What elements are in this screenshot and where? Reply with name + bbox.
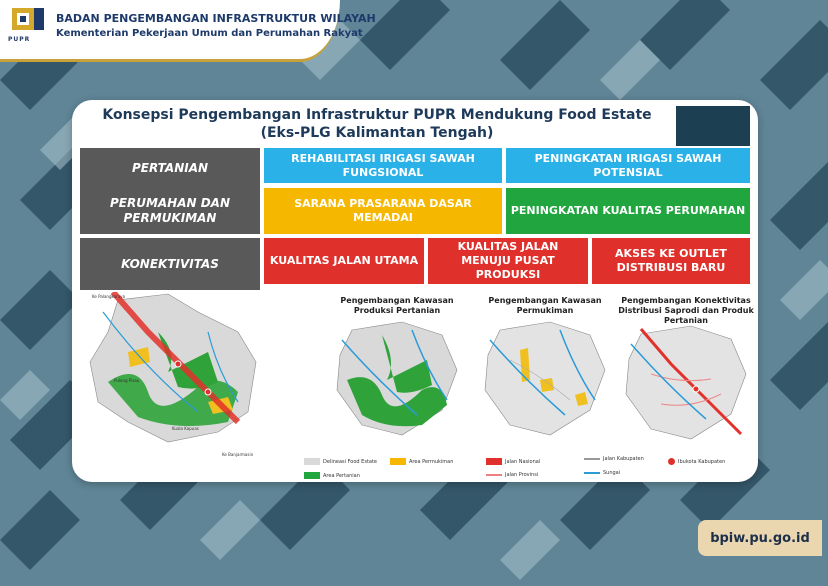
- concept-card: [72, 100, 758, 482]
- corner-decoration: [676, 106, 750, 146]
- cell-kualitas-jalan-utama: KUALITAS JALAN UTAMA: [264, 238, 424, 284]
- map-caption-konektivitas: Pengembangan Konektivitas Distribusi Saprodi dan Produk Pertanian: [618, 296, 754, 325]
- legend-delineasi: Delineasi Food Estate: [304, 458, 377, 465]
- row-label-perumahan: PERUMAHAN DAN PERMUKIMAN: [80, 188, 260, 234]
- cell-akses-outlet: AKSES KE OUTLET DISTRIBUSI BARU: [592, 238, 750, 284]
- legend-jalan-provinsi: Jalan Provinsi: [486, 472, 538, 478]
- cell-kualitas-jalan-pusat: KUALITAS JALAN MENUJU PUSAT PRODUKSI: [428, 238, 588, 284]
- map-permukiman: [480, 320, 610, 440]
- row-label-pertanian: PERTANIAN: [80, 148, 260, 188]
- map-label-palangkaraya: Ke Palangkaraya: [92, 294, 126, 299]
- title-line-2: (Eks-PLG Kalimantan Tengah): [260, 125, 494, 141]
- title-line-1: Konsepsi Pengembangan Infrastruktur PUPR Mendukung Food Estate: [102, 107, 652, 123]
- map-label-banjarmasin: Ke Banjarmasin: [222, 452, 254, 457]
- map-caption-pertanian: Pengembangan Kawasan Produksi Pertanian: [340, 296, 454, 315]
- legend-sungai: Sungai: [584, 470, 620, 476]
- logo-letters: PUPR: [8, 36, 31, 43]
- org-subtitle: Kementerian Pekerjaan Umum dan Perumahan Rakyat: [56, 28, 363, 39]
- legend-pertanian: Area Pertanian: [304, 472, 360, 479]
- header-band: [0, 0, 376, 62]
- map-pertanian: [332, 320, 462, 440]
- map-caption-permukiman: Pengembangan Kawasan Permukiman: [488, 296, 602, 315]
- legend-permukiman: Area Permukiman: [390, 458, 453, 465]
- map-konektivitas: [620, 324, 752, 444]
- org-name: BADAN PENGEMBANGAN INFRASTRUKTUR WILAYAH: [56, 12, 376, 25]
- card-title: [72, 106, 682, 142]
- legend-jalan-nasional: Jalan Nasional: [486, 458, 540, 465]
- legend-jalan-kabupaten: Jalan Kabupaten: [584, 456, 644, 462]
- cell-peningkatan-irigasi: PENINGKATAN IRIGASI SAWAH POTENSIAL: [506, 148, 750, 183]
- website-badge: bpiw.pu.go.id: [698, 520, 822, 556]
- cell-sarana-prasarana: SARANA PRASARANA DASAR MEMADAI: [264, 188, 502, 234]
- pupr-logo: [8, 6, 48, 52]
- map-label-kuala-kapuas: Kuala Kapuas: [172, 426, 199, 431]
- row-label-konektivitas: KONEKTIVITAS: [80, 238, 260, 290]
- legend-ibukota: Ibukota Kabupaten: [668, 458, 725, 465]
- map-label-pulang-pisau: Pulang Pisau: [114, 378, 140, 383]
- cell-rehabilitasi-irigasi: REHABILITASI IRIGASI SAWAH FUNGSIONAL: [264, 148, 502, 183]
- cell-peningkatan-kualitas: PENINGKATAN KUALITAS PERUMAHAN: [506, 188, 750, 234]
